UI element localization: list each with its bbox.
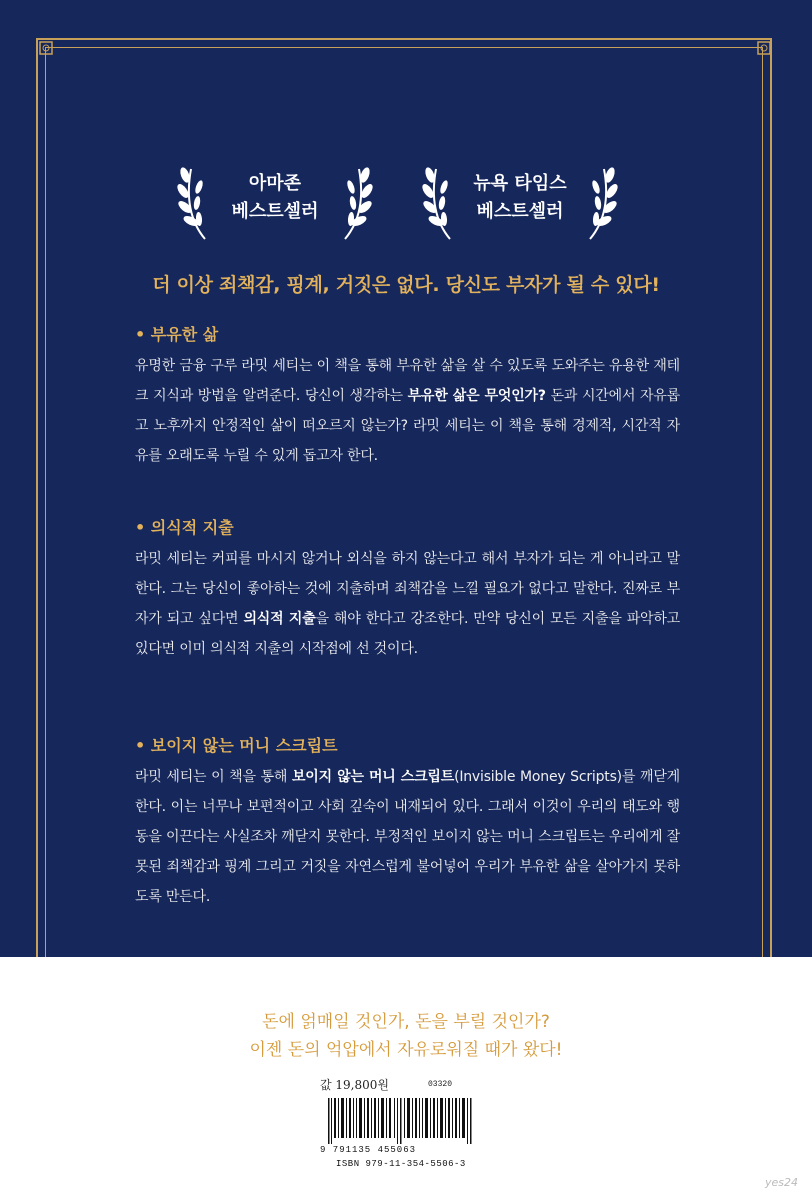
section-wealthy-life — [135, 322, 680, 471]
price-label: 값 19,800원 — [320, 1078, 389, 1092]
corner-ornament-icon — [38, 40, 54, 56]
award-amazon — [175, 155, 375, 245]
corner-ornament-icon — [756, 40, 772, 56]
isbn-label: ISBN 979-11-354-5506-3 — [336, 1159, 466, 1169]
bottom-copy — [0, 1008, 812, 1064]
bottom-line-2: 이젠 돈의 억압에서 자유로워질 때가 왔다! — [249, 1040, 563, 1060]
award-line1: 아마존 — [248, 173, 302, 194]
award-nyt — [420, 155, 620, 245]
section-conscious-spending — [135, 515, 680, 664]
award-line1: 뉴욕 타임스 — [473, 173, 567, 194]
barcode-addon: 03320 — [428, 1080, 453, 1089]
laurel-right-icon — [331, 163, 375, 243]
laurel-left-icon — [420, 163, 464, 243]
award-line2: 베스트셀러 — [231, 201, 319, 222]
section-body: 유명한 금융 구루 라밋 세티는 이 책을 통해 부유한 삶을 살 수 있도록 도와주는 유용한 재테크 지식과 방법을 알려준다. 당신이 생각하는 부유한 삶은 무엇인가? 돈과 시간에서 자유롭고 노후까지 안정적인 삶이 떠오르지 않는가? 라밋 세티는 이 책을 통해 경제적, 시간적 자유를 오래도록 누릴 수 있게 돕고자 한다. — [135, 358, 680, 464]
barcode-digits: 9 791135 455063 — [320, 1145, 417, 1155]
barcode-icon — [328, 1098, 478, 1144]
section-money-scripts — [135, 733, 680, 912]
section-body: 라밋 세티는 커피를 마시지 않거나 외식을 하지 않는다고 해서 부자가 되는 게 아니라고 말한다. 그는 당신이 좋아하는 것에 지출하며 죄책감을 느낄 필요가 없다고 말한다. 진짜로 부자가 되고 싶다면 의식적 지출을 해야 한다고 강조한다. 만약 당신이 모든 지출을 파악하고 있다면 이미 의식적 지출의 시작점에 선 것이다. — [135, 551, 681, 657]
section-title: • 부유한 삶 — [135, 325, 219, 344]
laurel-left-icon — [175, 163, 219, 243]
laurel-right-icon — [576, 163, 620, 243]
award-line2: 베스트셀러 — [476, 201, 564, 222]
watermark: yes24 — [765, 1176, 799, 1189]
tagline: 더 이상 죄책감, 핑계, 거짓은 없다. 당신도 부자가 될 수 있다! — [152, 274, 660, 296]
section-title: • 보이지 않는 머니 스크립트 — [135, 736, 338, 755]
section-title: • 의식적 지출 — [135, 518, 234, 537]
bottom-line-1: 돈에 얽매일 것인가, 돈을 부릴 것인가? — [262, 1012, 550, 1032]
section-body: 라밋 세티는 이 책을 통해 보이지 않는 머니 스크립트(Invisible Money Scripts)를 깨닫게 한다. 이는 너무나 보편적이고 사회 깊숙이 내재되어 있다. 그래서 이것이 우리의 태도와 행동을 이끈다는 사실조차 깨닫지 못한다. 부정적인 보이지 않는 머니 스크립트는 우리에게 잘못된 죄책감과 핑계 그리고 거짓을 자연스럽게 불어넣어 우리가 부유한 삶을 살아가지 못하도록 만든다. — [135, 769, 680, 905]
